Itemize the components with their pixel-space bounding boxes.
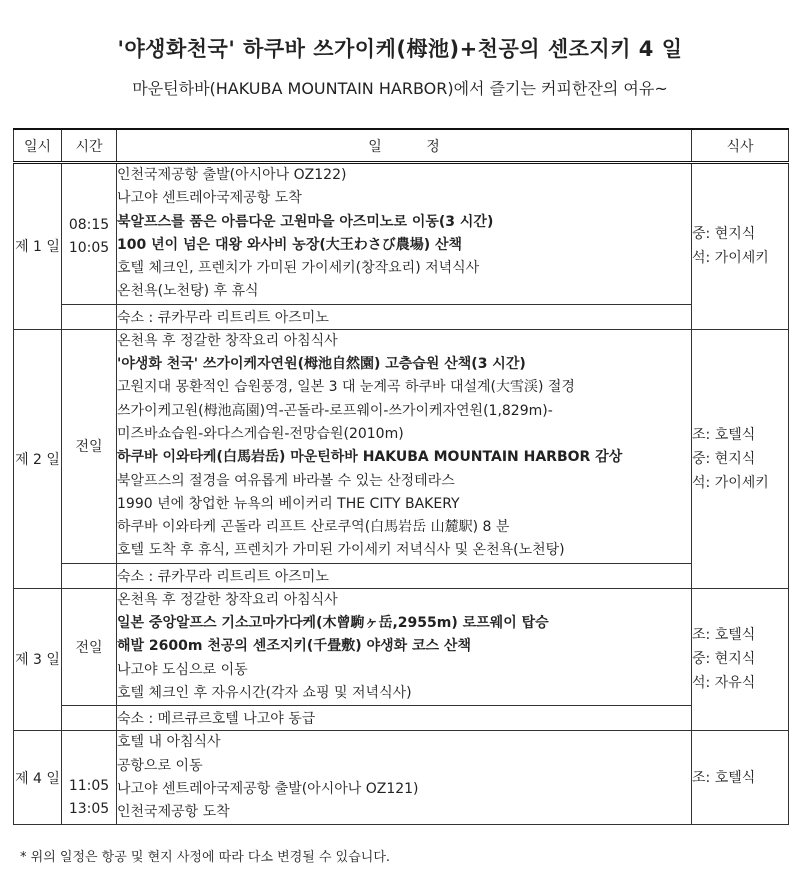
plan-line: 호텔 도착 후 휴식, 프렌치가 가미된 가이세키 저녁식사 및 온천욕(노천탕) xyxy=(117,542,565,559)
table-header-row xyxy=(14,129,789,163)
day-2-plan xyxy=(117,329,692,563)
day-4-label: 제 4 일 xyxy=(14,731,62,825)
meal-item: 조: 호텔식 xyxy=(692,426,756,443)
day-1-label: 제 1 일 xyxy=(14,163,62,330)
meal-item: 중: 현지식 xyxy=(692,651,756,668)
plan-line: 온천욕 후 정갈한 창작요리 아침식사 xyxy=(117,591,338,608)
header-day: 일시 xyxy=(14,129,62,163)
meal-item: 조: 호텔식 xyxy=(692,769,756,786)
meal-item: 중: 현지식 xyxy=(692,226,756,243)
header-plan: 일 정 xyxy=(117,129,692,163)
meal-item: 조: 호텔식 xyxy=(692,627,756,644)
day-1-stay-row xyxy=(14,304,789,329)
day-3-meals xyxy=(692,588,789,730)
plan-line: 호텔 체크인, 프렌치가 가미된 가이세키(창작요리) 저녁식사 xyxy=(117,260,480,277)
day-3-label: 제 3 일 xyxy=(14,588,62,730)
day-1-time-departure: 08:15 xyxy=(68,217,110,234)
day-1-time-arrival: 10:05 xyxy=(68,240,110,257)
plan-line: 일본 중앙알프스 기소고마가다케(木曾駒ヶ岳,2955m) 로프웨이 탑승 xyxy=(117,615,549,632)
day-3-time-empty xyxy=(62,706,117,731)
day-2-meals xyxy=(692,329,789,588)
day-1-row xyxy=(14,163,789,305)
day-3-stay-row xyxy=(14,706,789,731)
page-title: '야생화천국' 하쿠바 쓰가이케(栂池)+천공의 센조지키 4 일 xyxy=(117,37,683,61)
day-4-plan xyxy=(117,731,692,825)
page-subtitle: 마운틴하바(HAKUBA MOUNTAIN HARBOR)에서 즐기는 커피한잔의 여유~ xyxy=(132,79,668,98)
plan-line: 나고야 센트레아국제공항 도착 xyxy=(117,190,302,207)
day-3-plan xyxy=(117,588,692,705)
day-3-time: 전일 xyxy=(62,588,117,705)
meal-item: 석: 가이세키 xyxy=(692,474,769,491)
header-meal: 식사 xyxy=(692,129,789,163)
plan-line: 인천국제공항 출발(아시아나 OZ122) xyxy=(117,167,347,183)
plan-line: 쓰가이케고원(栂池高園)역-곤돌라-로프웨이-쓰가이케자연원(1,829m)- xyxy=(117,402,553,419)
day-2-label: 제 2 일 xyxy=(14,329,62,588)
day-2-row xyxy=(14,329,789,563)
day-2-stay: 숙소 : 큐카무라 리트리트 아즈미노 xyxy=(117,563,692,588)
plan-line: 고원지대 몽환적인 습원풍경, 일본 3 대 눈계곡 하쿠바 대설계(大雪渓) 절경 xyxy=(117,379,575,396)
itinerary-table xyxy=(13,128,789,825)
footnote: * 위의 일정은 항공 및 현지 사정에 따라 다소 변경될 수 있습니다. xyxy=(20,850,391,865)
day-4-meals xyxy=(692,731,789,825)
plan-line: 하쿠바 이와타케 곤돌라 리프트 산로쿠역(白馬岩岳 山麓駅) 8 분 xyxy=(117,519,510,536)
plan-line: 호텔 체크인 후 자유시간(각자 쇼핑 및 저녁식사) xyxy=(117,684,412,701)
day-4-row xyxy=(14,731,789,825)
day-3-row xyxy=(14,588,789,705)
meal-item: 석: 자유식 xyxy=(692,675,756,692)
day-3-stay: 숙소 : 메르큐르호텔 나고야 동급 xyxy=(117,706,692,731)
plan-line: 인천국제공항 도착 xyxy=(117,804,230,821)
day-2-time-empty xyxy=(62,563,117,588)
plan-line: 북알프스를 품은 아름다운 고원마을 아즈미노로 이동(3 시간) xyxy=(117,213,494,230)
header-time: 시간 xyxy=(62,129,117,163)
meal-item: 석: 가이세키 xyxy=(692,250,769,267)
plan-line: 하쿠바 이와타케(白馬岩岳) 마운틴하바 HAKUBA MOUNTAIN HARBOR 감상 xyxy=(117,449,623,466)
day-1-plan xyxy=(117,163,692,305)
plan-line: 100 년이 넘은 대왕 와사비 농장(大王わさび農場) 산책 xyxy=(117,236,463,253)
plan-line: 온천욕 후 정갈한 창작요리 아침식사 xyxy=(117,332,338,349)
day-2-stay-row xyxy=(14,563,789,588)
plan-line: 호텔 내 아침식사 xyxy=(117,734,221,751)
day-4-time-arrival: 13:05 xyxy=(68,801,110,818)
plan-line: 온천욕(노천탕) 후 휴식 xyxy=(117,283,259,300)
day-1-meals xyxy=(692,163,789,330)
plan-line: 미즈바쇼습원-와다스게습원-전망습원(2010m) xyxy=(117,425,404,442)
day-4-time-departure: 11:05 xyxy=(68,777,110,794)
day-1-stay: 숙소 : 큐카무라 리트리트 아즈미노 xyxy=(117,304,692,329)
day-1-time-empty xyxy=(62,304,117,329)
plan-line: 나고야 센트레아국제공항 출발(아시아나 OZ121) xyxy=(117,780,419,797)
day-1-times xyxy=(62,163,117,305)
meal-item: 중: 현지식 xyxy=(692,450,756,467)
plan-line: 1990 년에 창업한 뉴욕의 베이커리 THE CITY BAKERY xyxy=(117,495,460,512)
day-2-time: 전일 xyxy=(62,329,117,563)
plan-line: 공항으로 이동 xyxy=(117,757,203,774)
plan-line: '야생화 천국' 쓰가이케자연원(栂池自然園) 고층습원 산책(3 시간) xyxy=(117,356,526,373)
plan-line: 북알프스의 절경을 여유롭게 바라볼 수 있는 산정테라스 xyxy=(117,472,455,489)
day-4-times xyxy=(62,731,117,825)
plan-line: 나고야 도심으로 이동 xyxy=(117,661,248,678)
plan-line: 해발 2600m 천공의 센조지키(千畳敷) 야생화 코스 산책 xyxy=(117,638,471,655)
